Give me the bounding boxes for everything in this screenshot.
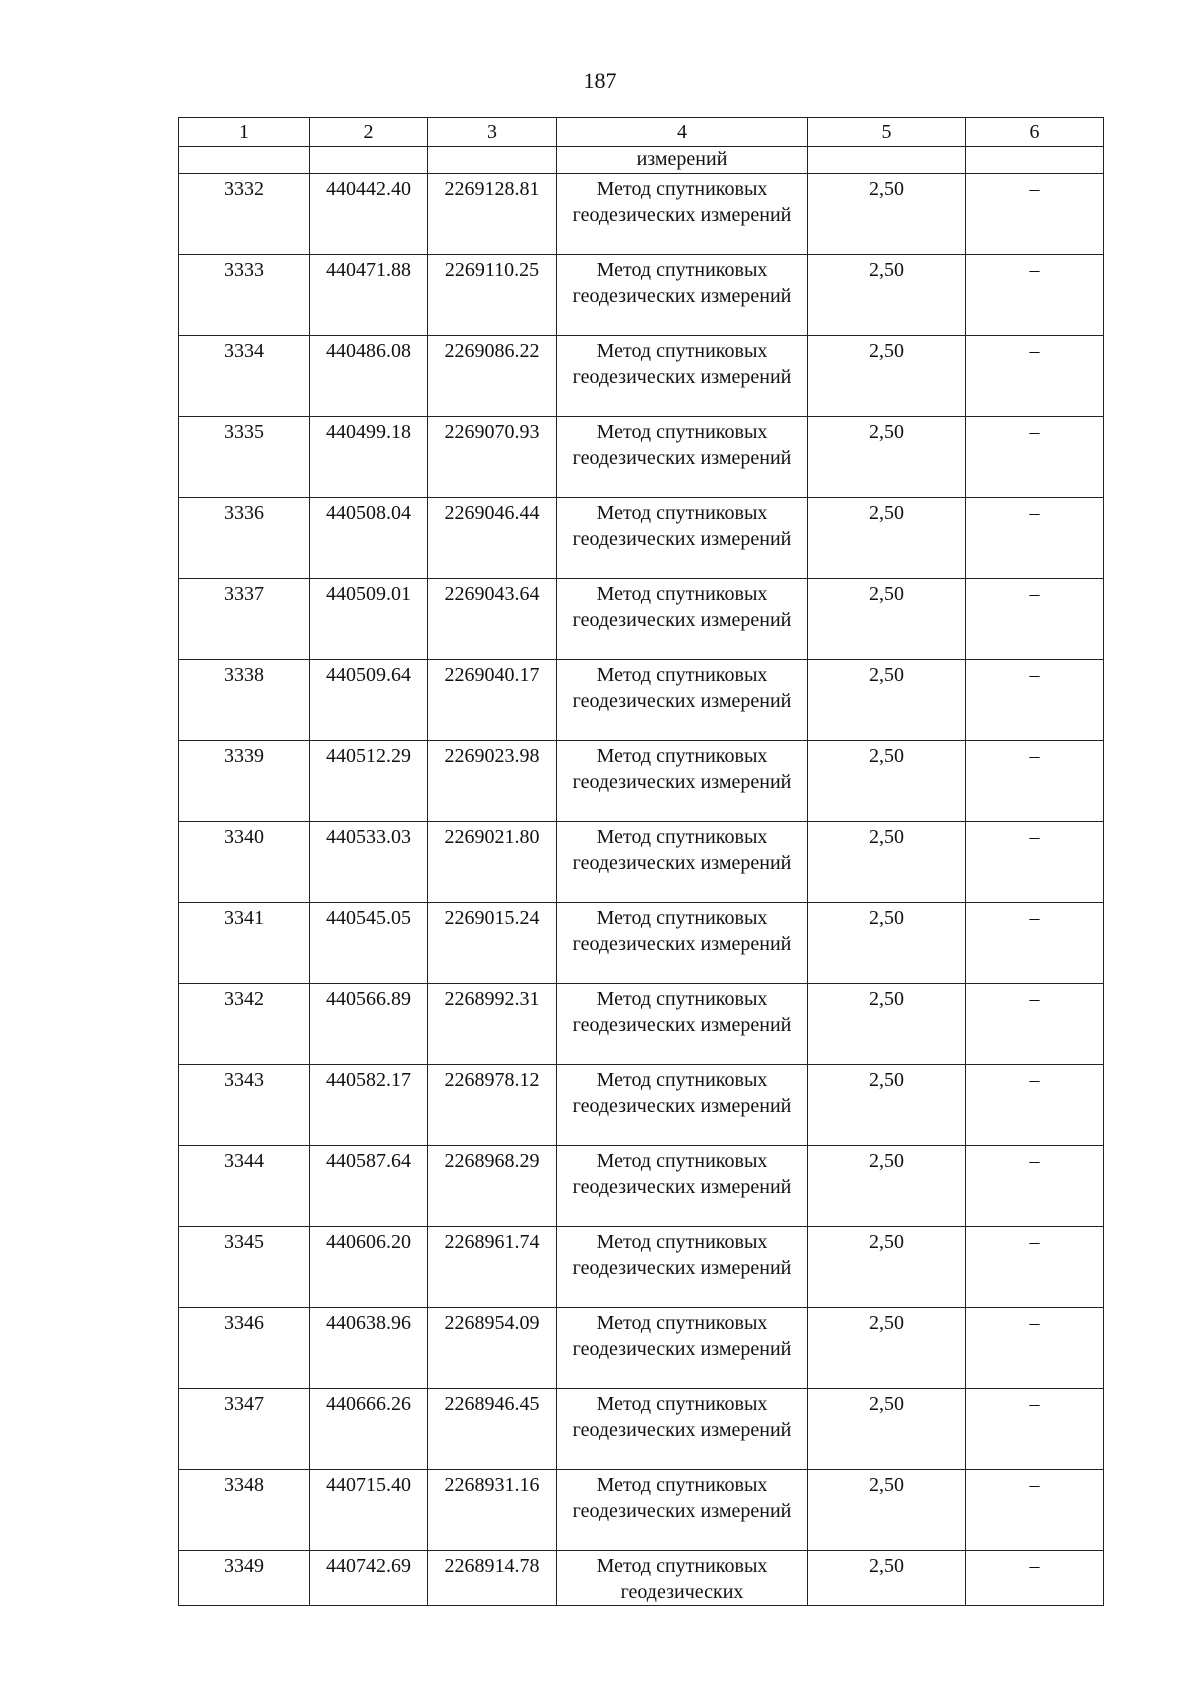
table-row [179,741,1104,822]
note-cell: – [966,903,1104,984]
note-cell: – [966,336,1104,417]
note-cell: – [966,741,1104,822]
table-row [179,579,1104,660]
method-cell: Метод спутниковых геодезических измерений [557,741,808,822]
x-coordinate-cell: 440486.08 [310,336,428,417]
table-cell [966,147,1104,174]
point-number-cell: 3332 [179,174,310,255]
note-cell: – [966,255,1104,336]
point-number-cell: 3339 [179,741,310,822]
note-cell: – [966,174,1104,255]
x-coordinate-cell: 440509.01 [310,579,428,660]
note-cell: – [966,579,1104,660]
accuracy-cell: 2,50 [808,903,966,984]
point-number-cell: 3335 [179,417,310,498]
method-cell: Метод спутниковых геодезических измерений [557,822,808,903]
point-number-cell: 3333 [179,255,310,336]
y-coordinate-cell: 2269023.98 [428,741,557,822]
point-number-cell: 3342 [179,984,310,1065]
y-coordinate-cell: 2269040.17 [428,660,557,741]
table-row [179,984,1104,1065]
accuracy-cell: 2,50 [808,498,966,579]
x-coordinate-cell: 440508.04 [310,498,428,579]
y-coordinate-cell: 2269128.81 [428,174,557,255]
table-row [179,903,1104,984]
x-coordinate-cell: 440471.88 [310,255,428,336]
y-coordinate-cell: 2268992.31 [428,984,557,1065]
table-row [179,336,1104,417]
x-coordinate-cell: 440512.29 [310,741,428,822]
method-cell: Метод спутниковых геодезических измерений [557,498,808,579]
note-cell: – [966,822,1104,903]
method-cell: Метод спутниковых геодезических измерений [557,984,808,1065]
point-number-cell: 3343 [179,1065,310,1146]
accuracy-cell: 2,50 [808,1551,966,1606]
note-cell: – [966,1146,1104,1227]
method-cell: Метод спутниковых геодезических измерений [557,417,808,498]
accuracy-cell: 2,50 [808,1146,966,1227]
method-cell: Метод спутниковых геодезических измерений [557,1146,808,1227]
point-number-cell: 3337 [179,579,310,660]
x-coordinate-cell: 440742.69 [310,1551,428,1606]
method-cell: Метод спутниковых геодезических измерений [557,579,808,660]
table-cell [179,147,310,174]
column-header: 6 [966,118,1104,147]
y-coordinate-cell: 2268954.09 [428,1308,557,1389]
table-header-row [179,118,1104,147]
column-header: 1 [179,118,310,147]
note-cell: – [966,1065,1104,1146]
y-coordinate-cell: 2268978.12 [428,1065,557,1146]
column-header: 5 [808,118,966,147]
table-row [179,1470,1104,1551]
accuracy-cell: 2,50 [808,417,966,498]
x-coordinate-cell: 440606.20 [310,1227,428,1308]
method-cell: Метод спутниковых геодезических измерений [557,1470,808,1551]
y-coordinate-cell: 2269015.24 [428,903,557,984]
table-row [179,1389,1104,1470]
method-cell: Метод спутниковых геодезических измерений [557,903,808,984]
table-row [179,174,1104,255]
column-header: 3 [428,118,557,147]
y-coordinate-cell: 2268968.29 [428,1146,557,1227]
y-coordinate-cell: 2268914.78 [428,1551,557,1606]
y-coordinate-cell: 2269043.64 [428,579,557,660]
table-cell [310,147,428,174]
note-cell: – [966,1389,1104,1470]
method-cell: Метод спутниковых геодезических [557,1551,808,1606]
table-cell [428,147,557,174]
method-cell: Метод спутниковых геодезических измерений [557,1389,808,1470]
note-cell: – [966,984,1104,1065]
x-coordinate-cell: 440509.64 [310,660,428,741]
x-coordinate-cell: 440545.05 [310,903,428,984]
method-cell: Метод спутниковых геодезических измерений [557,174,808,255]
table-row [179,1308,1104,1389]
accuracy-cell: 2,50 [808,579,966,660]
method-cell: Метод спутниковых геодезических измерений [557,255,808,336]
note-cell: – [966,1227,1104,1308]
method-cell: Метод спутниковых геодезических измерений [557,336,808,417]
x-coordinate-cell: 440638.96 [310,1308,428,1389]
point-number-cell: 3334 [179,336,310,417]
point-number-cell: 3347 [179,1389,310,1470]
y-coordinate-cell: 2269046.44 [428,498,557,579]
point-number-cell: 3349 [179,1551,310,1606]
y-coordinate-cell: 2269070.93 [428,417,557,498]
table-cell [808,147,966,174]
point-number-cell: 3345 [179,1227,310,1308]
y-coordinate-cell: 2268946.45 [428,1389,557,1470]
y-coordinate-cell: 2269021.80 [428,822,557,903]
table-row [179,660,1104,741]
note-cell: – [966,660,1104,741]
accuracy-cell: 2,50 [808,660,966,741]
accuracy-cell: 2,50 [808,1308,966,1389]
x-coordinate-cell: 440587.64 [310,1146,428,1227]
point-number-cell: 3338 [179,660,310,741]
accuracy-cell: 2,50 [808,984,966,1065]
table-row [179,255,1104,336]
note-cell: – [966,1470,1104,1551]
continuation-text: измерений [557,147,808,174]
point-number-cell: 3346 [179,1308,310,1389]
method-cell: Метод спутниковых геодезических измерений [557,660,808,741]
accuracy-cell: 2,50 [808,1389,966,1470]
table-row [179,1551,1104,1606]
note-cell: – [966,498,1104,579]
y-coordinate-cell: 2268961.74 [428,1227,557,1308]
table-row [179,1146,1104,1227]
accuracy-cell: 2,50 [808,822,966,903]
accuracy-cell: 2,50 [808,1065,966,1146]
continuation-row [179,147,1104,174]
x-coordinate-cell: 440582.17 [310,1065,428,1146]
accuracy-cell: 2,50 [808,1227,966,1308]
x-coordinate-cell: 440666.26 [310,1389,428,1470]
x-coordinate-cell: 440566.89 [310,984,428,1065]
coordinates-table [178,117,1104,1606]
point-number-cell: 3341 [179,903,310,984]
table-row [179,1227,1104,1308]
accuracy-cell: 2,50 [808,255,966,336]
point-number-cell: 3344 [179,1146,310,1227]
point-number-cell: 3336 [179,498,310,579]
accuracy-cell: 2,50 [808,741,966,822]
column-header: 2 [310,118,428,147]
page-number: 187 [583,68,617,93]
note-cell: – [966,1551,1104,1606]
x-coordinate-cell: 440715.40 [310,1470,428,1551]
y-coordinate-cell: 2268931.16 [428,1470,557,1551]
y-coordinate-cell: 2269110.25 [428,255,557,336]
x-coordinate-cell: 440533.03 [310,822,428,903]
table-row [179,498,1104,579]
note-cell: – [966,417,1104,498]
x-coordinate-cell: 440499.18 [310,417,428,498]
note-cell: – [966,1308,1104,1389]
table-row [179,822,1104,903]
table-row [179,417,1104,498]
table-row [179,1065,1104,1146]
accuracy-cell: 2,50 [808,336,966,417]
method-cell: Метод спутниковых геодезических измерений [557,1227,808,1308]
y-coordinate-cell: 2269086.22 [428,336,557,417]
method-cell: Метод спутниковых геодезических измерений [557,1308,808,1389]
accuracy-cell: 2,50 [808,1470,966,1551]
accuracy-cell: 2,50 [808,174,966,255]
method-cell: Метод спутниковых геодезических измерений [557,1065,808,1146]
x-coordinate-cell: 440442.40 [310,174,428,255]
column-header: 4 [557,118,808,147]
point-number-cell: 3348 [179,1470,310,1551]
point-number-cell: 3340 [179,822,310,903]
